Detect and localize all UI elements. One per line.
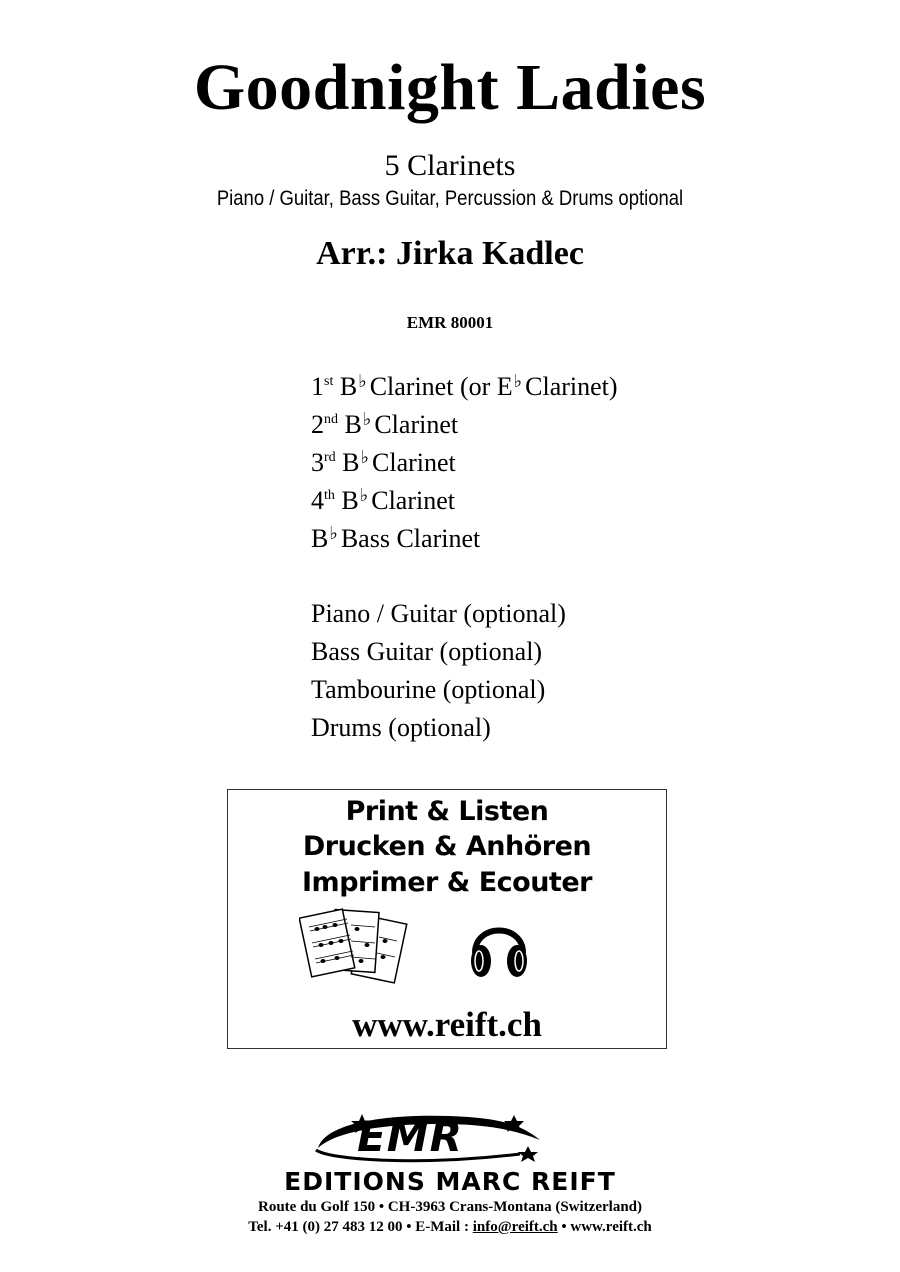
part-name: Clarinet (or E <box>369 372 513 401</box>
optional-part-name: Piano / Guitar <box>311 599 457 628</box>
part-ordinal: 4 <box>311 486 324 515</box>
optional-part-name: Bass Guitar <box>311 637 434 666</box>
optional-part-name: Tambourine <box>311 675 437 704</box>
optional-instruments-note: Piano / Guitar, Bass Guitar, Percussion & Drums optional <box>216 187 684 210</box>
optional-part-note: (optional) <box>463 599 566 628</box>
part-item <box>311 520 618 558</box>
part-key: B <box>339 372 358 401</box>
part-key: B <box>344 410 362 439</box>
part-item <box>311 368 618 406</box>
part-name-suffix: Clarinet) <box>525 372 618 401</box>
promo-url[interactable]: www.reift.ch <box>352 1005 542 1044</box>
flat-symbol: ♭ <box>513 371 523 391</box>
optional-part-item <box>311 671 566 709</box>
part-name: Clarinet <box>372 448 456 477</box>
part-ordinal-suffix: st <box>324 374 334 389</box>
part-name: Bass Clarinet <box>340 524 481 553</box>
promo-line-french: Imprimer & Ecouter <box>302 867 592 898</box>
flat-symbol: ♭ <box>329 523 338 543</box>
emr-logo-text: EMR <box>357 1112 463 1161</box>
page-title: Goodnight Ladies <box>193 51 707 124</box>
headphones-icon <box>467 913 531 983</box>
part-ordinal: 3 <box>311 448 324 477</box>
optional-part-note: (optional) <box>388 713 491 742</box>
optional-part-item <box>311 709 566 747</box>
contact-phone: Tel. +41 (0) 27 483 12 00 • E-Mail : <box>248 1219 469 1235</box>
flat-symbol: ♭ <box>360 447 370 467</box>
part-ordinal: 1 <box>311 372 324 401</box>
part-ordinal-suffix: th <box>324 488 335 503</box>
optional-part-note: (optional) <box>442 675 546 704</box>
optional-parts-list <box>311 595 566 747</box>
part-name: Clarinet <box>374 410 459 439</box>
part-item <box>311 482 618 520</box>
subtitle: 5 Clarinets <box>384 149 516 182</box>
email-link[interactable]: info@reift.ch <box>472 1219 558 1235</box>
optional-part-name: Drums <box>311 713 382 742</box>
flat-symbol: ♭ <box>362 409 372 429</box>
part-key: B <box>341 486 359 515</box>
part-key: B <box>311 524 329 553</box>
part-name: Clarinet <box>371 486 455 515</box>
arranger: Arr.: Jirka Kadlec <box>316 235 584 272</box>
part-item <box>311 406 618 444</box>
part-ordinal: 2 <box>311 410 324 439</box>
publisher-address: Route du Golf 150 • CH-3963 Crans-Montana (Switzerland) <box>258 1199 642 1215</box>
part-ordinal-suffix: rd <box>324 450 336 465</box>
optional-part-item <box>311 595 566 633</box>
promo-line-german: Drucken & Anhören <box>302 831 592 862</box>
promo-line-english: Print & Listen <box>345 796 549 827</box>
part-ordinal-suffix: nd <box>324 412 338 427</box>
flat-symbol: ♭ <box>358 371 367 391</box>
optional-part-item <box>311 633 566 671</box>
parts-list <box>311 368 618 558</box>
part-item <box>311 444 618 482</box>
publisher-name: EDITIONS MARC REIFT <box>284 1167 616 1196</box>
catalog-number: EMR 80001 <box>406 313 494 332</box>
contact-website[interactable]: • www.reift.ch <box>561 1219 652 1235</box>
publisher-contact <box>0 1218 900 1236</box>
sheet-music-icon <box>299 907 411 989</box>
flat-symbol: ♭ <box>359 485 369 505</box>
optional-part-note: (optional) <box>439 637 543 666</box>
part-key: B <box>342 448 360 477</box>
print-listen-box <box>227 789 667 1049</box>
